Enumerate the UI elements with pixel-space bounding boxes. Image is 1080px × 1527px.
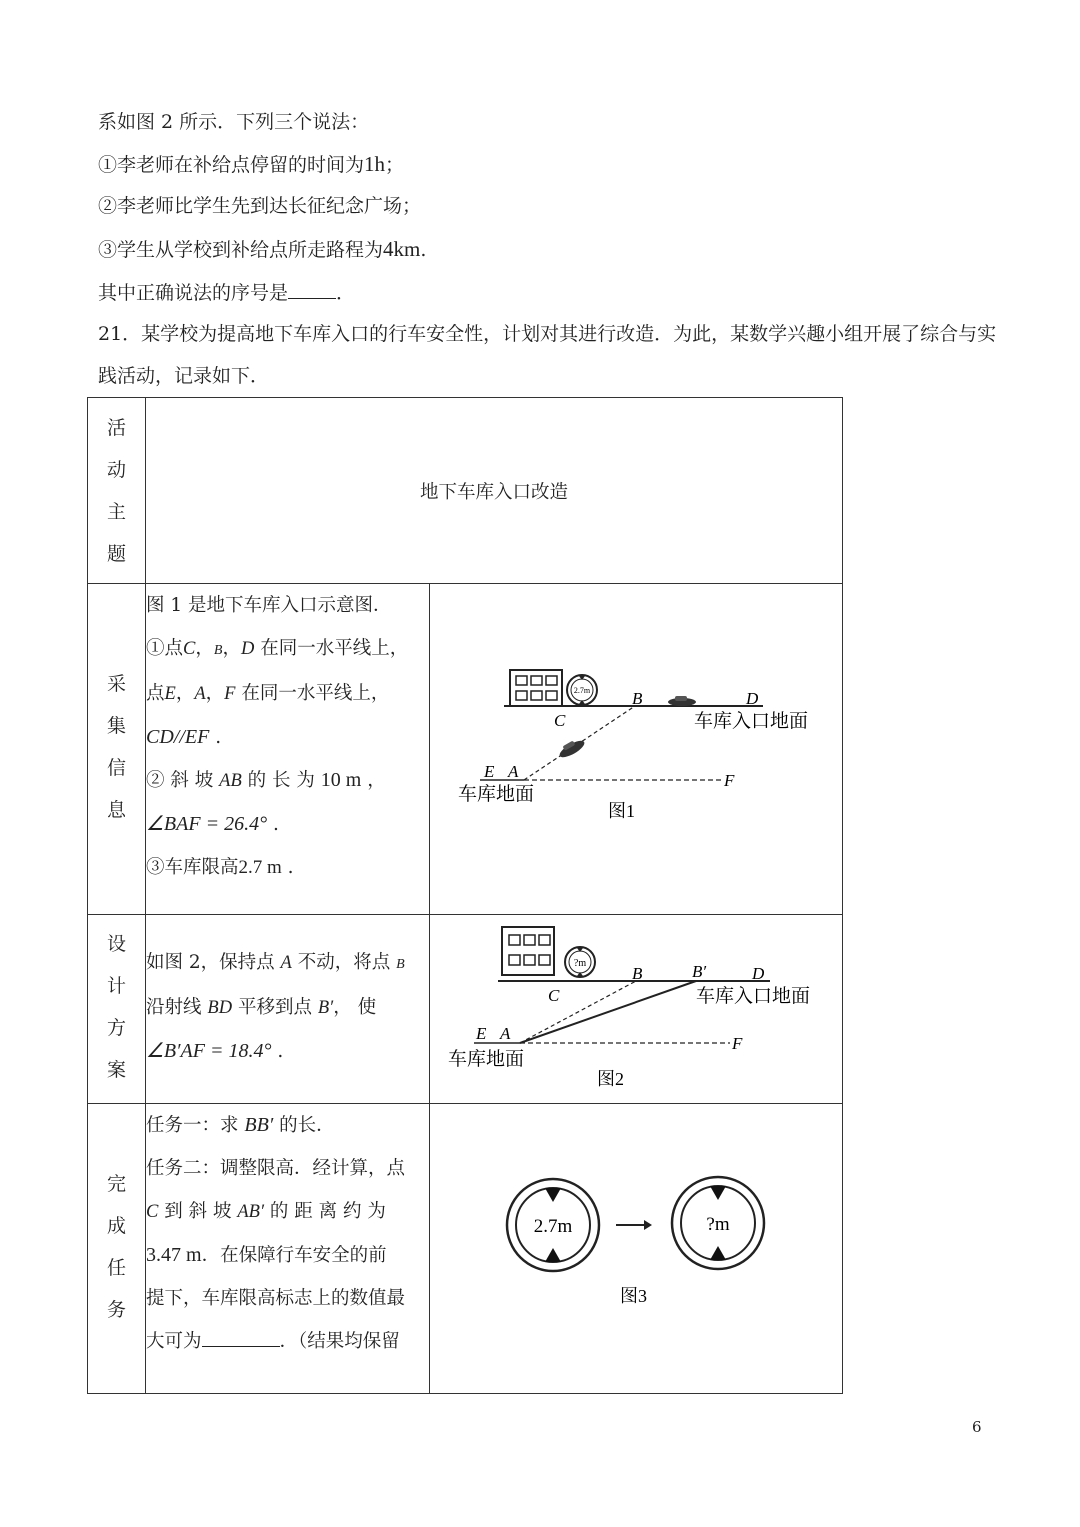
sign-label: ?m (573, 958, 587, 969)
sign-left-label: 2.7m (533, 1216, 573, 1237)
row-activity-theme (88, 398, 843, 584)
label-complete-tasks (88, 1104, 146, 1394)
height-limit-sign-icon (507, 1179, 599, 1271)
statement-1-value: 1h (364, 152, 386, 176)
point-A-label: A (508, 762, 519, 781)
label-char: 活 (106, 416, 126, 439)
task-line: 任务二：调整限高．经计算，点 (146, 1158, 406, 1179)
statement-1 (98, 152, 404, 177)
answer-blank[interactable] (202, 1328, 280, 1347)
row-collect-info (88, 584, 843, 915)
entrance-ground-label: 车库入口地面 (694, 711, 809, 732)
figure-1 (430, 584, 842, 910)
plan-line: 沿射线 BD 平移到点 B′， 使 (146, 997, 377, 1018)
info-line: ③车库限高2.7 m . (146, 857, 294, 878)
statement-3-value: 4km (383, 237, 421, 261)
point-F-label: F (724, 771, 735, 790)
point-B-label: B (632, 689, 643, 708)
point-D-label: D (752, 964, 765, 983)
tasks-text (146, 1104, 430, 1394)
collect-info-text (146, 584, 430, 915)
label-char: 完 (106, 1172, 126, 1195)
row-design-plan (88, 915, 843, 1104)
statement-3-text: ③学生从学校到补给点所走路程为 (98, 239, 384, 261)
plan-line: 如图 2，保持点 A 不动，将点 B (146, 952, 405, 973)
car-icon (668, 696, 696, 706)
answer-line (98, 280, 355, 305)
task-line: 任务一：求 BB′ 的长． (146, 1114, 335, 1136)
sign-label: 2.7m (573, 686, 591, 695)
theme-content (146, 398, 843, 584)
task-line: 大可为 ．（结果均保留 (146, 1320, 429, 1363)
info-line: ∠BAF = 26.4° . (146, 813, 279, 835)
statement-1-end: ； (385, 154, 405, 176)
figure-3-caption: 图3 (620, 1286, 647, 1306)
label-char: 设 (106, 933, 126, 955)
intro-line-1: 系如图 2 所示．下列三个说法： (98, 111, 370, 133)
label-collect-info (88, 584, 146, 915)
point-B-label: B (632, 964, 643, 983)
point-B-prime-label: B′ (692, 962, 707, 981)
answer-blank[interactable] (288, 280, 336, 299)
info-line: 图 1 是地下车库入口示意图． (146, 595, 392, 616)
figure-2-cell (430, 915, 843, 1104)
plan-line: ∠B′AF = 18.4° . (146, 1040, 284, 1062)
point-A-label: A (500, 1024, 511, 1043)
garage-ground-label: 车库地面 (458, 784, 535, 805)
label-char: 务 (106, 1298, 126, 1321)
answer-prefix: 其中正确说法的序号是 (98, 282, 289, 304)
point-F-label: F (732, 1034, 743, 1053)
figure-2-caption: 图2 (597, 1069, 624, 1089)
label-char: 成 (106, 1214, 126, 1237)
label-char: 计 (106, 975, 126, 997)
label-char: 信 (106, 757, 126, 779)
point-D-label: D (746, 689, 759, 708)
car-icon (556, 736, 586, 760)
statement-1-text: ①李老师在补给点停留的时间为 (98, 154, 365, 176)
building-icon (502, 927, 554, 975)
point-E-label: E (484, 762, 495, 781)
label-char: 方 (106, 1017, 126, 1039)
figure-3-cell (430, 1104, 843, 1394)
page-number: 6 (972, 1418, 982, 1436)
label-char: 集 (106, 715, 126, 737)
label-char: 案 (106, 1059, 126, 1081)
sign-right-label: ?m (706, 1214, 730, 1235)
point-C-label: C (554, 711, 566, 730)
label-char: 题 (106, 542, 126, 565)
label-design-plan (88, 915, 146, 1104)
info-line: ①点C，B，D 在同一水平线上， (146, 638, 409, 659)
task-line: C 到 斜 坡 AB′ 的 距 离 约 为 (146, 1201, 386, 1222)
task-line: 3.47 m．在保障行车安全的前 (146, 1244, 387, 1266)
statement-3 (98, 237, 426, 262)
question-21-line-1: 21．某学校为提高地下车库入口的行车安全性，计划对其进行改造．为此，某数学兴趣小组开展了综合与实 (98, 323, 997, 345)
task-line: 提下，车库限高标志上的数值最 (146, 1288, 406, 1309)
entrance-ground-label: 车库入口地面 (696, 986, 811, 1007)
row-complete-tasks (88, 1104, 843, 1394)
point-C-label: C (548, 986, 560, 1005)
label-char: 动 (106, 458, 126, 481)
info-line: ② 斜 坡 AB 的 长 为 10 m ， (146, 769, 386, 791)
label-char: 主 (106, 500, 126, 523)
garage-ground-label: 车库地面 (448, 1049, 525, 1070)
label-char: 任 (106, 1256, 126, 1279)
height-limit-sign-icon (672, 1177, 764, 1269)
label-char: 息 (106, 799, 126, 821)
figure-2 (430, 915, 842, 1099)
figure-3 (430, 1104, 842, 1389)
activity-table (87, 397, 843, 1394)
statement-3-end: . (420, 239, 427, 261)
answer-suffix: ． (336, 282, 356, 304)
question-21-line-2: 践活动，记录如下． (98, 365, 270, 387)
label-activity-theme (88, 398, 146, 584)
theme-text: 地下车库入口改造 (419, 481, 568, 503)
statement-2: ②李老师比学生先到达长征纪念广场； (98, 195, 422, 217)
figure-1-cell (430, 584, 843, 915)
info-line: 点E，A，F 在同一水平线上， (146, 683, 390, 704)
arrow-right-icon (616, 1220, 652, 1230)
label-char: 采 (106, 673, 126, 695)
design-plan-text (146, 915, 430, 1104)
figure-1-caption: 图1 (608, 801, 635, 821)
info-line: CD//EF . (146, 726, 222, 748)
point-E-label: E (476, 1024, 487, 1043)
